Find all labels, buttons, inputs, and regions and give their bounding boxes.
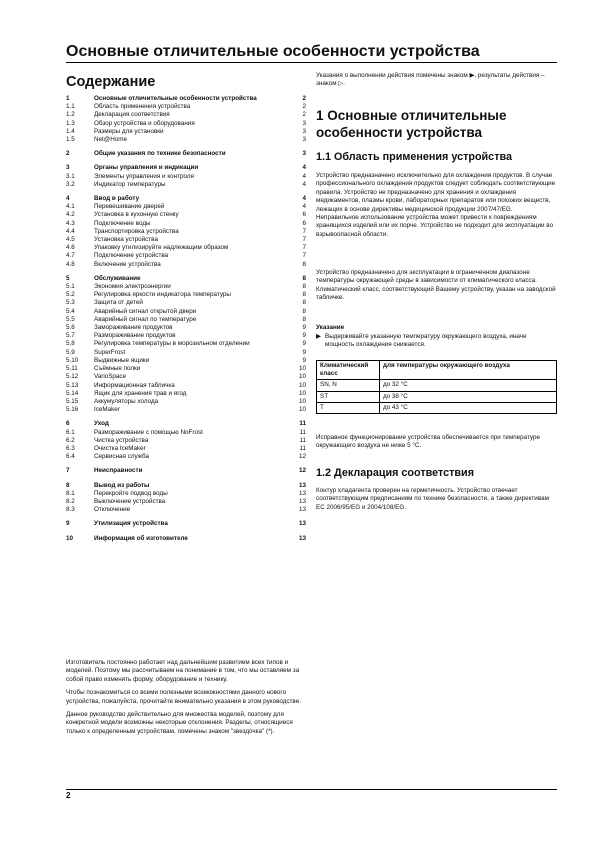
toc-entry-title: Декларация соответствия bbox=[94, 111, 170, 119]
table-row bbox=[317, 391, 557, 402]
toc-entry-number: 8.1 bbox=[66, 489, 75, 497]
toc-entry-page: 8 bbox=[302, 299, 306, 307]
body-paragraph: Контур хладагента проверен на герметичность. Устройство отвечает соответствующим предписаниям по технике безопасности, а также директивам ЕС 2006/95/EG и 2004/108/EG. bbox=[316, 487, 549, 511]
toc-entry-number: 6.1 bbox=[66, 428, 75, 436]
toc-entry-title: Размеры для установки bbox=[94, 127, 164, 135]
toc-entry-number: 1.3 bbox=[66, 119, 75, 127]
toc-entry-page: 10 bbox=[298, 365, 306, 373]
toc-entry bbox=[66, 203, 306, 211]
toc-entry bbox=[66, 128, 306, 136]
toc-entry-title: Ввод в работу bbox=[94, 195, 140, 203]
toc-entry bbox=[66, 349, 306, 357]
toc-entry-number: 4.3 bbox=[66, 219, 75, 227]
toc-entry-page: 10 bbox=[298, 373, 306, 381]
toc-entry-number: 10 bbox=[66, 534, 74, 542]
toc-entry-page: 13 bbox=[298, 506, 306, 514]
body-paragraph: Исправное функционирование устройства обеспечивается при температуре окружающего воздуха не ниже 5 °C. bbox=[316, 434, 541, 450]
toc-entry-title: Информация об изготовителе bbox=[94, 534, 188, 542]
toc-entry-title: Размораживание продуктов bbox=[94, 332, 176, 340]
toc-entry bbox=[66, 420, 306, 428]
toc-entry bbox=[66, 357, 306, 365]
toc-entry bbox=[66, 275, 306, 283]
toc-entry bbox=[66, 520, 306, 528]
toc-entry-title: Уход bbox=[94, 420, 109, 428]
toc-entry-title: Неисправности bbox=[94, 467, 143, 475]
toc-entry-page: 9 bbox=[302, 340, 306, 348]
toc-entry-number: 4 bbox=[66, 195, 70, 203]
toc-entry-page: 6 bbox=[302, 219, 306, 227]
toc-entry bbox=[66, 332, 306, 340]
toc-entry-title: Регулировка яркости индикатора температуры bbox=[94, 291, 231, 299]
toc-entry-number: 3.2 bbox=[66, 180, 75, 188]
toc-entry-page: 4 bbox=[302, 195, 306, 203]
toc-entry-title: Регулировка температуры в морозильном отделении bbox=[94, 340, 250, 348]
toc-entry-number: 1.1 bbox=[66, 103, 75, 111]
toc-entry-page: 11 bbox=[299, 436, 306, 444]
toc-entry-page: 9 bbox=[302, 356, 306, 364]
toc-entry bbox=[66, 373, 306, 381]
toc-entry bbox=[66, 103, 306, 111]
table-header-cell: Климатический класс bbox=[317, 361, 380, 380]
toc-entry bbox=[66, 164, 306, 172]
toc-entry-page: 7 bbox=[302, 227, 306, 235]
table-cell: T bbox=[317, 402, 380, 413]
toc-entry-page: 8 bbox=[302, 315, 306, 323]
toc-entry-title: Включение устройства bbox=[94, 260, 161, 268]
action-arrow-icon: ▶ bbox=[316, 333, 321, 340]
page-number: 2 bbox=[66, 791, 71, 800]
toc-entry-title: Аккумуляторы холода bbox=[94, 397, 159, 405]
toc-entry-page: 8 bbox=[302, 291, 306, 299]
subsection-title: 1.2 Декларация соответствия bbox=[316, 467, 474, 479]
toc-entry-number: 5.10 bbox=[66, 356, 79, 364]
toc-entry-title: SuperFrost bbox=[94, 348, 126, 356]
toc-entry bbox=[66, 445, 306, 453]
toc-entry-page: 2 bbox=[302, 95, 306, 102]
toc-entry-page: 8 bbox=[302, 307, 306, 315]
toc-entry-number: 4.2 bbox=[66, 211, 75, 219]
toc-entry bbox=[66, 299, 306, 307]
toc-entry bbox=[66, 95, 306, 103]
header-rule bbox=[66, 62, 557, 63]
toc-entry-title: Обзор устройства и оборудования bbox=[94, 119, 195, 127]
toc-entry bbox=[66, 535, 306, 543]
toc-entry-number: 4.6 bbox=[66, 244, 75, 252]
toc-entry-page: 2 bbox=[302, 103, 306, 111]
toc-entry-title: Область применения устройства bbox=[94, 103, 191, 111]
toc-entry-title: Замораживание продуктов bbox=[94, 324, 173, 332]
toc-entry-title: Net@Home bbox=[94, 136, 127, 144]
toc-entry-number: 1.2 bbox=[66, 111, 75, 119]
toc-entry-title: Размораживание с помощью NoFrost bbox=[94, 428, 203, 436]
toc-entry bbox=[66, 467, 306, 475]
toc-entry bbox=[66, 406, 306, 414]
toc-entry-number: 5.9 bbox=[66, 348, 75, 356]
toc-entry-number: 1 bbox=[66, 95, 70, 102]
toc-entry-number: 4.4 bbox=[66, 227, 75, 235]
toc-entry-number: 4.7 bbox=[66, 252, 75, 260]
toc-entry-page: 6 bbox=[302, 211, 306, 219]
toc-entry-title: Аварийный сигнал по температуре bbox=[94, 315, 197, 323]
toc-entry-number: 7 bbox=[66, 467, 70, 475]
toc-entry bbox=[66, 506, 306, 514]
toc-entry bbox=[66, 195, 306, 203]
body-paragraph: Устройство предназначено для эксплуатации в ограниченном диапазоне температуры окружающей среды в зависимости от климатического класса. Климатический класс, соответствующий Вашему устройству, указан на заводской табличке. bbox=[316, 269, 556, 302]
toc-entry-number: 5.16 bbox=[66, 406, 79, 414]
toc-entry-title: Основные отличительные особенности устройства bbox=[94, 95, 257, 102]
toc-entry-page: 3 bbox=[302, 127, 306, 135]
toc-entry-page: 7 bbox=[302, 252, 306, 260]
toc-entry bbox=[66, 429, 306, 437]
toc-entry-title: Подключение воды bbox=[94, 219, 151, 227]
toc-entry bbox=[66, 365, 306, 373]
toc-entry-title: Вывод из работы bbox=[94, 481, 150, 489]
toc-entry bbox=[66, 261, 306, 269]
toc-entry-page: 11 bbox=[299, 444, 306, 452]
toc-entry-page: 4 bbox=[302, 203, 306, 211]
toc-entry-title: Выдвижные ящики bbox=[94, 356, 150, 364]
toc-entry-page: 2 bbox=[302, 111, 306, 119]
toc-entry bbox=[66, 398, 306, 406]
toc-entry-title: Упаковку утилизируйте надлежащим образом bbox=[94, 244, 229, 252]
toc-entry-number: 6 bbox=[66, 420, 70, 428]
toc-entry bbox=[66, 316, 306, 324]
toc-entry bbox=[66, 173, 306, 181]
intro-paragraph: Данное руководство действительно для множества моделей, поэтому для конкретной модели возможны некоторые отклонения. Разделы, относящиеся только к определенным устройствам, помечены знаком "звездочка" (*). bbox=[66, 711, 293, 735]
toc-entry-title: Выключение устройства bbox=[94, 497, 166, 505]
section-title: 1 Основные отличительные особенности устройства bbox=[316, 108, 507, 140]
toc-entry-number: 5.14 bbox=[66, 389, 79, 397]
toc-entry-number: 8.3 bbox=[66, 506, 75, 514]
subsection-title: 1.1 Область применения устройства bbox=[316, 151, 512, 163]
toc-entry bbox=[66, 111, 306, 119]
toc-entry bbox=[66, 228, 306, 236]
toc-entry-page: 10 bbox=[298, 397, 306, 405]
toc-entry bbox=[66, 150, 306, 158]
toc-entry-number: 5.3 bbox=[66, 299, 75, 307]
toc-entry bbox=[66, 283, 306, 291]
toc-entry-number: 1.5 bbox=[66, 136, 75, 144]
table-cell: до 38 °C bbox=[380, 391, 557, 402]
toc-entry bbox=[66, 252, 306, 260]
toc-entry-number: 5.13 bbox=[66, 381, 79, 389]
toc-entry-number: 5 bbox=[66, 274, 70, 282]
toc-entry-number: 5.15 bbox=[66, 397, 79, 405]
note-heading: Указание bbox=[316, 324, 345, 331]
toc-entry-number: 9 bbox=[66, 520, 70, 528]
intro-paragraph: Изготовитель постоянно работает над дальнейшим развитием всех типов и моделей. Поэтому мы рассчитываем на понимание в том, что мы оставляем за собой право изменять форму, оборудование и технику. bbox=[66, 659, 300, 683]
toc-entry bbox=[66, 390, 306, 398]
toc-entry bbox=[66, 324, 306, 332]
toc-entry-number: 8 bbox=[66, 481, 70, 489]
toc-entry-title: Очистка IceMaker bbox=[94, 444, 146, 452]
climate-class-table bbox=[316, 360, 557, 414]
toc-entry-page: 9 bbox=[302, 324, 306, 332]
toc-entry-page: 10 bbox=[298, 406, 306, 414]
toc-entry-title: Информационная табличка bbox=[94, 381, 175, 389]
toc-entry bbox=[66, 308, 306, 316]
table-cell: SN, N bbox=[317, 380, 380, 391]
toc-entry-number: 5.2 bbox=[66, 291, 75, 299]
toc-entry-title: Обслуживание bbox=[94, 274, 141, 282]
toc-entry-page: 3 bbox=[302, 136, 306, 144]
toc-entry bbox=[66, 220, 306, 228]
toc-entry-page: 3 bbox=[302, 119, 306, 127]
table-cell: до 32 °C bbox=[380, 380, 557, 391]
toc-entry bbox=[66, 181, 306, 189]
note-text: Выдерживайте указанную температуру окружающего воздуха, иначе мощность охлаждения снижается. bbox=[325, 333, 527, 349]
toc-entry-number: 2 bbox=[66, 150, 70, 158]
toc-entry-title: Сервисная служба bbox=[94, 453, 149, 461]
action-legend-note: Указания о выполнении действия помечены знаком ▶, результаты действия – знаком ▷. bbox=[316, 72, 545, 88]
toc-entry-number: 5.4 bbox=[66, 307, 75, 315]
table-cell: ST bbox=[317, 391, 380, 402]
note-body bbox=[316, 333, 557, 350]
toc-entry-title: Подключение устройства bbox=[94, 252, 169, 260]
toc-entry bbox=[66, 437, 306, 445]
intro-text bbox=[66, 659, 306, 741]
toc-entry bbox=[66, 211, 306, 219]
page-header-title: Основные отличительные особенности устройства bbox=[66, 43, 480, 60]
toc-entry-number: 4.8 bbox=[66, 260, 75, 268]
toc-entry-title: Органы управления и индикации bbox=[94, 164, 199, 172]
table-of-contents bbox=[66, 95, 306, 543]
toc-entry-page: 10 bbox=[298, 381, 306, 389]
toc-entry-title: Индикатор температуры bbox=[94, 180, 166, 188]
toc-entry-page: 3 bbox=[302, 150, 306, 158]
toc-entry-page: 12 bbox=[298, 467, 306, 475]
toc-entry-page: 9 bbox=[302, 332, 306, 340]
table-header-cell: для температуры окружающего воздуха bbox=[380, 361, 557, 380]
toc-entry-page: 4 bbox=[302, 172, 306, 180]
toc-entry-title: Утилизация устройства bbox=[94, 520, 168, 528]
toc-entry-page: 11 bbox=[299, 428, 306, 436]
toc-entry-title: Установка устройства bbox=[94, 236, 158, 244]
table-row bbox=[317, 380, 557, 391]
toc-entry bbox=[66, 490, 306, 498]
toc-heading: Содержание bbox=[66, 74, 156, 90]
toc-entry-page: 10 bbox=[298, 389, 306, 397]
toc-entry-page: 8 bbox=[302, 260, 306, 268]
toc-entry-number: 5.5 bbox=[66, 315, 75, 323]
toc-entry-page: 13 bbox=[298, 481, 306, 489]
toc-entry-page: 12 bbox=[298, 453, 306, 461]
toc-entry-number: 3 bbox=[66, 164, 70, 172]
table-header-row bbox=[317, 361, 557, 380]
toc-entry-title: Установка в кухонную стенку bbox=[94, 211, 179, 219]
toc-entry-page: 11 bbox=[299, 420, 306, 428]
toc-entry-title: Общие указания по технике безопасности bbox=[94, 150, 226, 158]
toc-entry-page: 4 bbox=[302, 164, 306, 172]
toc-entry-number: 5.1 bbox=[66, 283, 75, 291]
toc-entry-page: 8 bbox=[302, 274, 306, 282]
toc-entry-page: 7 bbox=[302, 236, 306, 244]
toc-entry-number: 6.2 bbox=[66, 436, 75, 444]
toc-entry bbox=[66, 382, 306, 390]
toc-entry-title: Съёмные полки bbox=[94, 365, 141, 373]
table-cell: до 43 °C bbox=[380, 402, 557, 413]
toc-entry-title: Экономия электроэнергии bbox=[94, 283, 171, 291]
toc-entry-number: 5.11 bbox=[66, 365, 78, 373]
toc-entry bbox=[66, 120, 306, 128]
toc-entry-title: Транспортировка устройства bbox=[94, 227, 179, 235]
toc-entry-title: Перекройте подвод воды bbox=[94, 489, 168, 497]
toc-entry-title: Чистка устройства bbox=[94, 436, 149, 444]
toc-entry-title: IceMaker bbox=[94, 406, 120, 414]
toc-entry-number: 5.8 bbox=[66, 340, 75, 348]
toc-entry bbox=[66, 136, 306, 144]
toc-entry-number: 8.2 bbox=[66, 497, 75, 505]
toc-entry bbox=[66, 340, 306, 348]
toc-entry-page: 13 bbox=[298, 489, 306, 497]
toc-entry-number: 3.1 bbox=[66, 172, 75, 180]
table-row bbox=[317, 402, 557, 413]
toc-entry-number: 5.12 bbox=[66, 373, 79, 381]
toc-entry-number: 5.7 bbox=[66, 332, 75, 340]
toc-entry-page: 7 bbox=[302, 244, 306, 252]
toc-entry-number: 1.4 bbox=[66, 127, 75, 135]
toc-entry-number: 6.4 bbox=[66, 453, 75, 461]
toc-entry-title: Аварийный сигнал открытой двери bbox=[94, 307, 197, 315]
toc-entry-page: 13 bbox=[298, 534, 306, 542]
toc-entry bbox=[66, 482, 306, 490]
toc-entry-title: Защита от детей bbox=[94, 299, 143, 307]
toc-entry-title: VarioSpace bbox=[94, 373, 127, 381]
toc-entry bbox=[66, 453, 306, 461]
toc-entry-title: Ящик для хранения трав и ягод bbox=[94, 389, 187, 397]
toc-entry bbox=[66, 498, 306, 506]
toc-entry-number: 4.1 bbox=[66, 203, 75, 211]
toc-entry-page: 13 bbox=[298, 520, 306, 528]
toc-entry-title: Отключение bbox=[94, 506, 131, 514]
toc-entry-title: Перевешивание дверей bbox=[94, 203, 165, 211]
toc-entry-title: Элементы управления и контроля bbox=[94, 172, 194, 180]
intro-paragraph: Чтобы познакомиться со всеми полезными возможностями данного нового устройства, пожалуйста, прочитайте внимательно указания в этом руководстве. bbox=[66, 689, 301, 705]
toc-entry-number: 5.6 bbox=[66, 324, 75, 332]
toc-entry-page: 9 bbox=[302, 348, 306, 356]
toc-entry-page: 8 bbox=[302, 283, 306, 291]
footer-rule bbox=[66, 789, 557, 790]
toc-entry-page: 13 bbox=[298, 497, 306, 505]
body-paragraph: Устройство предназначено исключительно для охлаждения продуктов. В случае профессионального охлаждения продуктов следует соблюдать соответствующие правила. Устройство не предназначено для хранения и охлаждения медикаментов, плазмы крови, лабораторных препаратов или похожих веществ, лежащих в основе директивы медицинской продукции 2007/47/EG. Неправильное использование устройства может привести к повреждениям хранящихся изделий или их порче. Устройство не подходит для эксплуатации во взрывоопасной области. bbox=[316, 172, 556, 238]
toc-entry-number: 4.5 bbox=[66, 236, 75, 244]
toc-entry-number: 6.3 bbox=[66, 444, 75, 452]
toc-entry-page: 4 bbox=[302, 180, 306, 188]
